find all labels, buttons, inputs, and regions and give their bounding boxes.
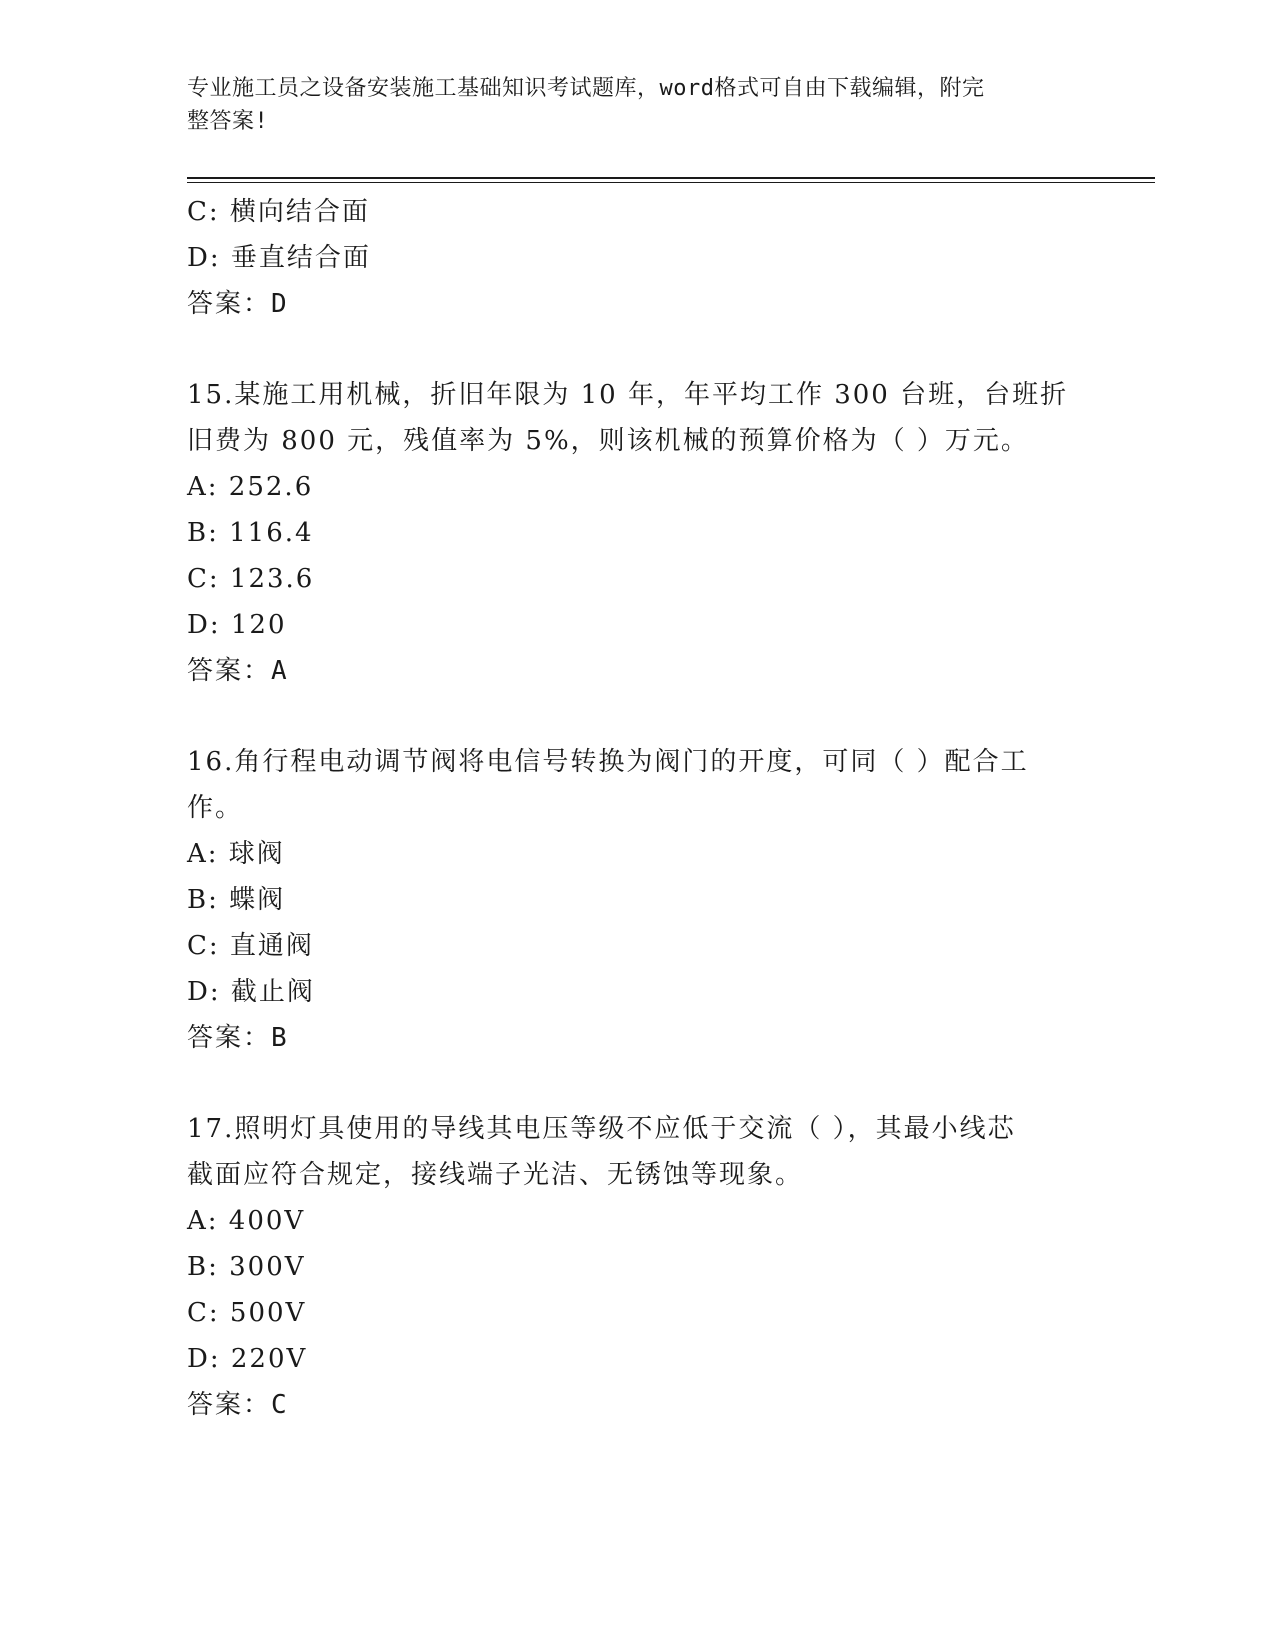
header-line-2: 整答案!	[187, 109, 269, 134]
option-c: C: 横向结合面	[187, 197, 370, 227]
question-text-line-1: 15.某施工用机械，折旧年限为 10 年，年平均工作 300 台班，台班折	[187, 380, 1069, 410]
header-line-1: 专业施工员之设备安装施工基础知识考试题库，word格式可自由下载编辑，附完	[187, 76, 985, 101]
option-a: A: 400V	[187, 1206, 306, 1236]
header-rule-thick	[187, 177, 1155, 179]
spacer	[187, 1061, 1067, 1106]
answer-label: 答案：B	[187, 1023, 289, 1053]
question-block-14	[187, 189, 1067, 327]
spacer	[187, 327, 1067, 372]
question-block-16	[187, 739, 1067, 1061]
question-block-17	[187, 1106, 1067, 1428]
option-d: D: 120	[187, 610, 287, 640]
question-text-line-1: 17.照明灯具使用的导线其电压等级不应低于交流（ ），其最小线芯	[187, 1114, 1016, 1144]
option-c: C: 直通阀	[187, 931, 314, 961]
spacer	[187, 694, 1067, 739]
question-text-line-2: 旧费为 800 元，残值率为 5%，则该机械的预算价格为（ ）万元。	[187, 426, 1029, 456]
answer-label: 答案：D	[187, 289, 289, 319]
option-b: B: 300V	[187, 1252, 306, 1282]
question-list	[187, 189, 1067, 1428]
answer-label: 答案：A	[187, 656, 289, 686]
option-b: B: 116.4	[187, 518, 314, 548]
option-a: A: 252.6	[187, 472, 314, 502]
question-block-15	[187, 372, 1067, 694]
question-text-line-1: 16.角行程电动调节阀将电信号转换为阀门的开度，可同（ ）配合工	[187, 747, 1029, 777]
option-a: A: 球阀	[187, 839, 285, 869]
option-d: D: 220V	[187, 1344, 308, 1374]
answer-label: 答案：C	[187, 1390, 289, 1420]
question-text-line-2: 截面应符合规定，接线端子光洁、无锈蚀等现象。	[187, 1160, 804, 1190]
option-c: C: 500V	[187, 1298, 307, 1328]
option-d: D: 截止阀	[187, 977, 315, 1007]
option-d: D: 垂直结合面	[187, 243, 371, 273]
option-b: B: 蝶阀	[187, 885, 286, 915]
header-rule-thin	[187, 182, 1155, 183]
option-c: C: 123.6	[187, 564, 315, 594]
question-text-line-2: 作。	[187, 793, 244, 823]
document-header	[187, 72, 1067, 138]
